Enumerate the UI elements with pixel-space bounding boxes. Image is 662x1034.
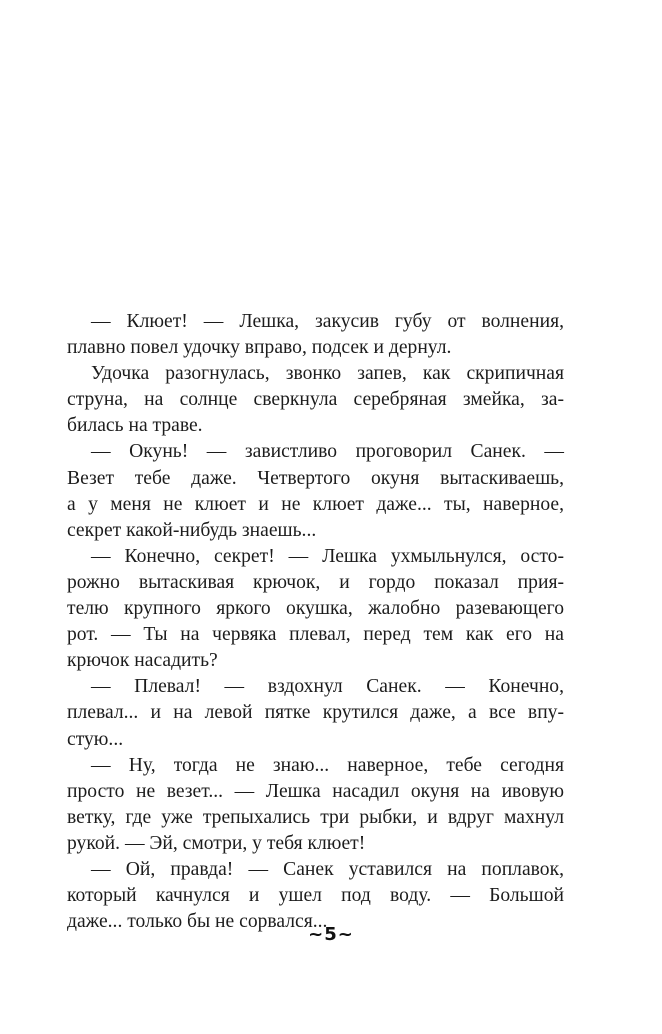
text-line: просто не везет... — Лешка насадил окуня на ивовую <box>67 780 564 802</box>
text-line: — Ой, правда! — Санек уставился на поплавок, <box>91 858 564 880</box>
body-text <box>67 309 564 935</box>
text-line: плавно повел удочку вправо, подсек и дернул. <box>67 337 452 359</box>
text-line: крючок насадить? <box>67 650 218 672</box>
text-line: а у меня не клюет и не клюет даже... ты, наверное, <box>67 493 564 515</box>
text-line: плевал... и на левой пятке крутился даже, а все впу- <box>67 702 564 724</box>
paragraph <box>67 544 564 674</box>
text-line: рожно вытаскивая крючок, и гордо показал прия- <box>67 571 564 593</box>
paragraph <box>67 309 564 361</box>
text-line: стую... <box>67 728 124 750</box>
text-line: который качнулся и ушел под воду. — Большой <box>67 885 564 907</box>
text-line: телю крупного яркого окушка, жалобно разевающего <box>67 598 564 620</box>
text-line: струна, на солнце сверкнула серебряная змейка, за- <box>67 389 564 411</box>
text-line: Везет тебе даже. Четвертого окуня вытаскиваешь, <box>67 467 564 489</box>
text-line: — Окунь! — завистливо проговорил Санек. — <box>91 441 564 463</box>
text-line: рукой. — Эй, смотри, у тебя клюет! <box>67 832 366 854</box>
text-line: секрет какой-нибудь знаешь... <box>67 519 317 541</box>
text-line: билась на траве. <box>67 415 203 437</box>
text-line: — Клюет! — Лешка, закусив губу от волнения, <box>91 311 564 332</box>
page-number: ~5~ <box>308 924 354 945</box>
paragraph <box>67 753 564 857</box>
text-line: — Плевал! — вздохнул Санек. — Конечно, <box>91 676 564 698</box>
text-line: Удочка разогнулась, звонко запев, как скрипичная <box>91 363 564 385</box>
paragraph <box>67 674 564 752</box>
text-line: — Конечно, секрет! — Лешка ухмыльнулся, осто- <box>91 545 564 567</box>
text-line: даже... только бы не сорвался... <box>67 911 328 933</box>
paragraph <box>67 439 564 543</box>
text-line: ветку, где уже трепыхались три рыбки, и вдруг махнул <box>67 806 564 828</box>
paragraph <box>67 361 564 439</box>
text-line: рот. — Ты на червяка плевал, перед тем как его на <box>67 624 564 646</box>
text-line: — Ну, тогда не знаю... наверное, тебе сегодня <box>91 754 564 776</box>
